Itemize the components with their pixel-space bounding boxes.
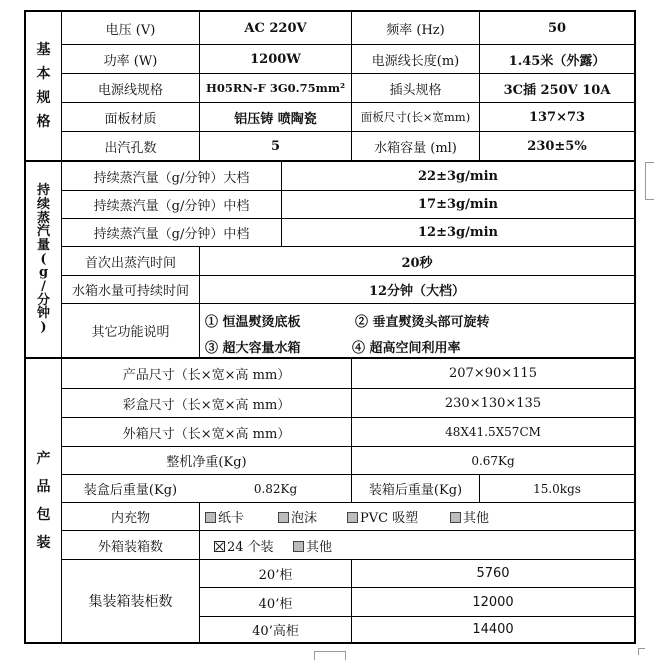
section-label-char: g [38,265,49,281]
option-label: 其他 [463,511,490,526]
panel-material-value: 铝压铸 喷陶瓷 [234,111,317,127]
option-label: 其他 [306,539,333,555]
section-label-char: 汽 [36,224,50,240]
section-label-char: 钟 [36,306,50,322]
contents-option-foam[interactable] [278,503,317,530]
steam-holes-label: 出汽孔数 [104,140,157,156]
section-label-char: 量 [36,238,50,254]
contents-option-other[interactable] [450,503,489,530]
contents-label: 内充物 [110,511,150,526]
section-label-char: ( [40,251,47,267]
steam-high-label: 持续蒸汽量（g/分钟）大档 [93,170,250,186]
container-label: 集装箱装柜数 [88,594,173,610]
steam-low-label: 持续蒸汽量（g/分钟）中档 [93,227,250,242]
boxed-weight-value: 0.82Kg [253,481,298,496]
steam-low-value: 12±3g/min [417,225,498,240]
steam-high-value: 22±3g/min [417,168,498,184]
plug-spec-value: 3C插 250V 10A [503,82,611,98]
panel-material-label: 面板材质 [104,111,157,127]
section-label-char: 续 [36,197,50,213]
voltage-label: 电压 (V) [105,22,156,38]
section-label-char: ) [40,319,47,335]
cord-length-value: 1.45米（外露） [508,53,606,69]
voltage-value: AC 220V [244,20,307,36]
frequency-value: 50 [547,20,567,36]
section-label-char: 规 [36,90,51,106]
first-steam-time-value: 20秒 [401,255,433,271]
contents-option-card[interactable] [205,503,244,530]
carton-option-other[interactable] [293,531,332,559]
section-label-char: 持 [36,183,50,199]
carton-option-24[interactable] [214,531,274,559]
section-label-packaging [26,359,61,642]
tank-duration-label: 水箱水量可持续时间 [71,284,189,299]
carton-size-value: 48X41.5X57CM [445,425,541,439]
function-item: ① 恒温熨烫底板 [205,315,301,330]
section-label-char: 本 [36,66,51,82]
container-qty: 14400 [472,622,514,637]
container-qty: 12000 [472,594,514,610]
contents-options [200,503,634,530]
section-label-char: 基 [36,42,51,58]
boxed-weight-label: 装盒后重量(Kg) [83,483,178,498]
section-label-steam [26,162,61,357]
cartoned-weight-value: 15.0kgs [533,481,581,496]
first-steam-time-label: 首次出蒸汽时间 [84,255,176,271]
gift-box-size-value: 230×130×135 [444,395,542,411]
cord-spec-value: H05RN-F 3G0.75mm² [205,81,346,95]
frequency-label: 频率 (Hz) [386,22,445,38]
section-label-char: 格 [36,114,51,130]
section-label-basic [26,12,61,160]
net-weight-value: 0.67Kg [471,453,515,468]
section-label-char: 分 [36,292,50,308]
container-type: 40’柜 [258,596,293,612]
table-end-marker [638,648,645,655]
section-label-char: 蒸 [36,210,50,226]
checkbox[interactable] [205,512,216,523]
section-label-char: 包 [36,506,51,523]
steam-mid-label: 持续蒸汽量（g/分钟）中档 [93,199,250,214]
option-label: PVC 吸塑 [360,511,419,526]
product-size-value: 207×90×115 [449,366,537,381]
net-weight-label: 整机净重(Kg) [166,455,247,470]
resize-handle[interactable] [645,162,654,200]
checked-checkbox[interactable] [214,541,225,552]
section-label-char: 产 [36,450,51,467]
section-label-char: 装 [36,534,51,551]
function-item: ③ 超大容量水箱 [205,341,301,356]
section-label-char: / [41,278,46,294]
cartoned-weight-label: 装箱后重量(Kg) [368,483,463,498]
product-size-label: 产品尺寸（长×宽×高 mm） [122,368,291,383]
plug-spec-label: 插头规格 [389,82,442,98]
checkbox[interactable] [278,512,289,523]
container-type: 40’高柜 [252,624,299,639]
container-type: 20’柜 [258,568,293,583]
option-label: 泡沫 [291,511,318,526]
section-label-char: 品 [36,478,51,495]
checkbox[interactable] [293,541,304,552]
panel-size-label: 面板尺寸(长×宽mm) [360,110,471,124]
function-item: ② 垂直熨烫头部可旋转 [355,315,490,330]
resize-handle[interactable] [314,651,346,660]
carton-qty-options [200,531,634,559]
cord-length-label: 电源线长度(m) [371,53,460,69]
function-item: ④ 超高空间利用率 [352,341,461,356]
option-label: 24 个装 [227,539,274,555]
power-label: 功率 (W) [103,53,158,69]
other-functions-label: 其它功能说明 [91,325,170,340]
checkbox[interactable] [347,512,358,523]
tank-capacity-label: 水箱容量 (ml) [374,140,457,156]
steam-mid-value: 17±3g/min [417,197,498,212]
power-value: 1200W [250,51,301,67]
tank-capacity-value: 230±5% [527,138,587,154]
option-label: 纸卡 [218,511,245,526]
carton-size-label: 外箱尺寸（长×宽×高 mm） [122,426,291,442]
carton-qty-label: 外箱装箱数 [97,539,163,555]
container-qty: 5760 [476,566,510,581]
gift-box-size-label: 彩盒尺寸（长×宽×高 mm） [122,397,291,413]
checkbox[interactable] [450,512,461,523]
panel-size-value: 137×73 [528,109,586,125]
cord-spec-label: 电源线规格 [97,82,163,98]
steam-holes-value: 5 [270,138,281,154]
contents-option-pvc[interactable] [347,503,418,530]
tank-duration-value: 12分钟（大档） [368,284,466,299]
